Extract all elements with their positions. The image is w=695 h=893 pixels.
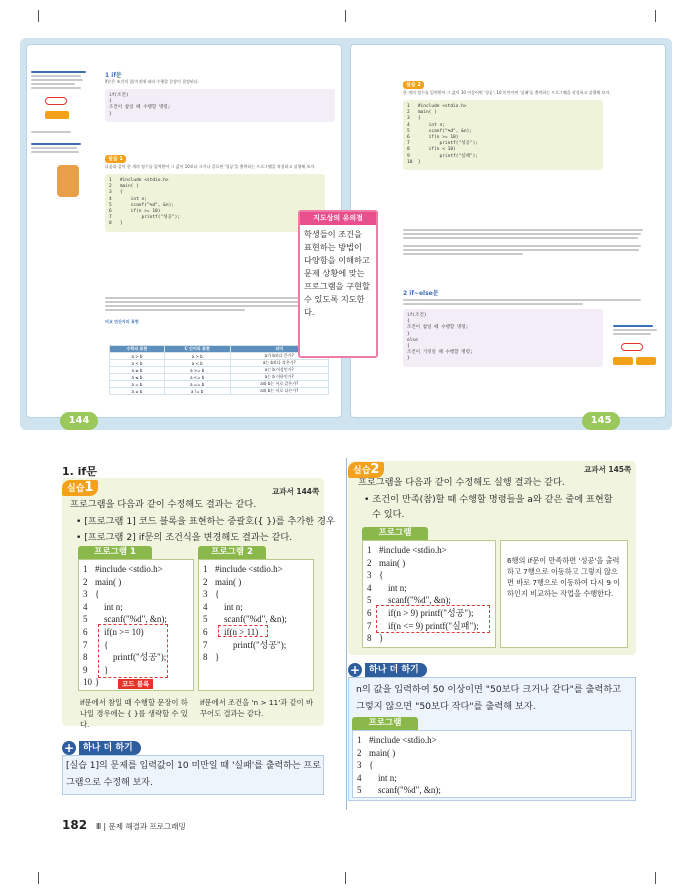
line-text: { <box>215 589 220 600</box>
right-syntax-line: { <box>407 344 410 350</box>
line-number: 6 <box>367 607 372 618</box>
right-syntax-line: if(조건) <box>407 313 427 318</box>
more2-text1: n의 값을 입력하여 50 이상이면 "50보다 크거나 같다"를 출력하고 <box>356 684 622 695</box>
page-number: 182 <box>62 818 88 832</box>
code-line <box>83 601 189 614</box>
left-if-section <box>105 73 335 122</box>
practice2-note: 6행의 if문이 만족하면 '성공'을 출력하고 7행으로 이동하고 그렇지 않으면 바로 7행으로 이동하여 다시 9 이하인지 비교하는 작업을 수행한다. <box>507 556 621 598</box>
line-number: 2 <box>367 557 372 568</box>
code-line <box>357 784 627 797</box>
line-number: 3 <box>203 589 208 600</box>
right-flowchart <box>613 323 661 365</box>
left-practice-label: 실습 1 <box>105 155 126 163</box>
line-number: 6 <box>83 626 88 637</box>
line-text: if(n > 9) printf("성공"); <box>379 607 474 618</box>
left-heading: 1 if문 <box>105 72 122 79</box>
line-text: if(n <= 9) printf("실패"); <box>379 620 479 631</box>
line-text: } <box>379 633 384 644</box>
crop-mark <box>345 872 346 884</box>
line-text: } <box>215 652 220 663</box>
line-number: 7 <box>367 620 372 631</box>
comparison-cell: a == b <box>164 381 230 388</box>
left-table-title: 비교 연산자의 표현 <box>105 319 139 324</box>
same-line-highlight <box>376 605 490 633</box>
more2-header <box>348 662 427 678</box>
right-practice <box>403 71 643 170</box>
line-text: int n; <box>379 582 407 593</box>
line-number: 1 <box>367 545 372 555</box>
comparison-cell: a와 b는 서로 같은가? <box>230 381 328 388</box>
code-line <box>367 557 491 570</box>
line-text: #include <stdio.h> <box>379 545 447 555</box>
comparison-cell: a ≥ b <box>110 367 165 374</box>
more1-text: [실습 1]의 문제를 입력값이 10 미만일 때 '실패'를 출력하는 프로그램으로 수정해 보자. <box>66 761 321 788</box>
textbook-page-left <box>26 44 342 418</box>
right-code-line: 9 printf("실패"); <box>407 153 479 159</box>
line-number: 4 <box>367 582 372 593</box>
practice1-badge-num: 1 <box>84 480 94 495</box>
line-text: { <box>369 760 374 771</box>
left-intro: if문은 조건의 참/거짓에 따라 수행할 문장이 결정된다. <box>105 79 199 84</box>
code-block-highlight <box>98 624 168 678</box>
condition-highlight <box>218 625 268 637</box>
comparison-cell: a > b <box>110 353 165 360</box>
more1-label: 하나 더 하기 <box>79 741 141 755</box>
code-line <box>367 569 491 582</box>
code-line <box>357 759 627 772</box>
line-text: main( ) <box>379 557 406 568</box>
right-syntax-line: 조건이 거짓일 때 수행할 명령; <box>407 350 473 356</box>
line-number: 4 <box>357 772 362 783</box>
more2-program-tab: 프로그램 <box>352 717 418 730</box>
comparison-row <box>110 353 329 360</box>
line-text: #include <stdio.h> <box>215 564 283 574</box>
line-number: 1 <box>203 564 208 574</box>
line-number: 10 <box>83 677 92 688</box>
line-number: 2 <box>357 747 362 758</box>
line-number: 3 <box>357 760 362 771</box>
more2-text2: 그렇지 않으면 "50보다 작다"를 출력해 보자. <box>356 701 536 712</box>
guide-text: 학생들이 조건을 표현하는 방법이 다양함을 이해하고 문제 상황에 맞는 프로그램을 구현할 수 있도록 지도한다. <box>304 229 370 317</box>
line-text: main( ) <box>215 576 242 587</box>
comparison-table <box>109 345 329 395</box>
practice1-badge-prefix: 실습 <box>67 484 85 494</box>
practice2-badge-prefix: 실습 <box>353 466 371 476</box>
comparison-row <box>110 381 329 388</box>
right-code-line: 6 if(n >= 10) <box>407 135 459 141</box>
left-syntax-box <box>105 89 335 122</box>
right-practice-label: 실습 2 <box>403 81 424 89</box>
left-practice <box>105 145 325 232</box>
line-text: { <box>95 639 109 650</box>
right-page-number: 145 <box>582 412 620 430</box>
right-body-text <box>403 227 648 257</box>
teaching-guide-callout <box>298 210 378 358</box>
column-divider <box>346 458 347 810</box>
line-number: 9 <box>83 664 88 675</box>
comparison-cell: a != b <box>164 388 230 395</box>
comparison-cell: a ≤ b <box>110 374 165 381</box>
comparison-cell: a와 b는 서로 다른가? <box>230 388 328 395</box>
line-text: if(n >= 10) <box>95 626 144 637</box>
code-line <box>203 601 309 614</box>
right-syntax-line: { <box>407 319 410 325</box>
line-text: int n; <box>95 601 123 612</box>
right-code-line: 7 printf("성공"); <box>407 141 479 147</box>
left-code-line: 4 int n; <box>109 196 147 202</box>
left-body-text <box>105 295 325 325</box>
textbook-page-right <box>350 44 666 418</box>
left-syntax-line: 조건이 참일 때 수행할 명령; <box>109 105 171 111</box>
code-line <box>367 582 491 595</box>
line-text: int n; <box>369 772 397 783</box>
right-syntax-line: } <box>407 356 410 362</box>
line-number: 2 <box>203 576 208 587</box>
code-line <box>83 563 189 576</box>
practice2-bullet1b: 수 있다. <box>372 509 405 520</box>
plus-icon: + <box>63 741 75 755</box>
code-line <box>83 576 189 589</box>
right-code-line: 10 } <box>407 159 421 165</box>
line-number: 5 <box>367 595 372 606</box>
line-number: 1 <box>357 735 362 745</box>
line-number: 6 <box>203 626 208 637</box>
line-text: scanf("%d", &n); <box>95 614 167 625</box>
comparison-cell: a는 b보다 작은가? <box>230 360 328 367</box>
right-practice-text: 한 개의 정수를 입력받아 그 값이 10 이상이면 '성공', 10 미만이면 '실패'를 출력하는 프로그램을 작성하고 실행해 보자. <box>403 90 611 95</box>
crop-mark <box>345 10 346 22</box>
code-line <box>367 632 491 645</box>
practice1-bullet1: • [프로그램 1] 코드 블록을 표현하는 중괄호({ })를 추가한 경우 <box>76 516 335 527</box>
comparison-cell: a < b <box>110 360 165 367</box>
crop-mark <box>38 872 39 884</box>
line-text: printf("성공"); <box>95 652 167 663</box>
code-line <box>203 563 309 576</box>
code-block-tag: 코드 블록 <box>118 679 153 689</box>
comparison-row <box>110 367 329 374</box>
line-text: #include <stdio.h> <box>369 735 437 745</box>
crop-mark <box>655 872 656 884</box>
practice1-reference: 교과서 144쪽 <box>272 487 320 496</box>
line-text: { <box>95 589 100 600</box>
line-number: 8 <box>203 652 208 663</box>
line-number: 3 <box>367 570 372 581</box>
left-code-line: 5 scanf("%d", &n); <box>109 202 175 208</box>
comparison-row <box>110 360 329 367</box>
left-page-number: 144 <box>60 412 98 430</box>
comparison-cell: a는 b 이하인가? <box>230 374 328 381</box>
right-code-line: 3 { <box>407 116 421 122</box>
plus-icon: + <box>349 663 361 677</box>
crop-mark <box>655 10 656 22</box>
right-syntax-box <box>403 309 603 367</box>
comparison-col-header: C 언어의 표현 <box>164 346 230 353</box>
right-syntax-line: 조건이 참일 때 수행할 명령; <box>407 325 469 331</box>
practice2-program-tab: 프로그램 <box>362 527 428 540</box>
practice2-note-box <box>500 540 628 648</box>
comparison-cell: a는 b 이상인가? <box>230 367 328 374</box>
more1-header <box>62 740 141 756</box>
right-code-line: 8 if(n < 10) <box>407 147 456 153</box>
line-text: main( ) <box>369 747 396 758</box>
left-syntax-line: } <box>109 111 112 117</box>
line-number: 8 <box>83 652 88 663</box>
section-title: 1. if문 <box>62 465 97 478</box>
code-line <box>203 639 309 652</box>
line-number: 7 <box>203 639 208 650</box>
right-code-line: 2 main( ) <box>407 110 437 116</box>
line-text: scanf("%d", &n); <box>215 614 287 625</box>
line-text: { <box>379 570 384 581</box>
comparison-cell: a >= b <box>164 367 230 374</box>
program1-tab: 프로그램 1 <box>78 546 152 559</box>
comparison-cell: a = b <box>110 381 165 388</box>
line-number: 1 <box>83 564 88 574</box>
line-number: 4 <box>83 601 88 612</box>
left-code-box <box>105 174 325 232</box>
comparison-col-header: 수학의 표현 <box>110 346 165 353</box>
code-line <box>203 588 309 601</box>
line-text: } <box>95 677 100 688</box>
left-code-line: 6 if(n >= 10) <box>109 209 161 215</box>
code-line <box>357 772 627 785</box>
comparison-cell: a > b <box>164 353 230 360</box>
line-text: scanf("%d", &n); <box>369 785 441 796</box>
line-number: 8 <box>367 633 372 644</box>
line-number: 4 <box>203 601 208 612</box>
practice1-badge <box>62 480 98 496</box>
comparison-row <box>110 374 329 381</box>
line-text: main( ) <box>95 576 122 587</box>
guide-title: 지도상의 유의점 <box>300 212 376 225</box>
line-text: scanf("%d", &n); <box>379 595 451 606</box>
more2-label: 하나 더 하기 <box>365 663 427 677</box>
code-line <box>83 588 189 601</box>
line-number: 7 <box>83 639 88 650</box>
right-code-box <box>403 100 603 170</box>
line-text: if(n > 11) <box>215 626 259 637</box>
left-syntax-line: if(조건) <box>109 93 129 98</box>
line-text: int n; <box>215 601 243 612</box>
left-code-line: 2 main( ) <box>109 184 139 190</box>
left-practice-text: 다음과 같이 한 개의 정수를 입력받아 그 값이 10보다 크거나 같으면 '성공'을 출력하는 프로그램을 작성하고 실행해 보자. <box>105 164 316 169</box>
comparison-cell: a < b <box>164 360 230 367</box>
line-number: 5 <box>357 785 362 796</box>
code-line <box>203 576 309 589</box>
right-syntax-line: } <box>407 331 410 337</box>
comparison-cell: a ≠ b <box>110 388 165 395</box>
textbook-spread <box>20 38 672 430</box>
program1-note: if문에서 참일 때 수행할 문장이 하나일 경우에는 { }를 생략할 수 있다. <box>80 698 188 729</box>
left-code-line: 7 printf("성공"); <box>109 215 181 221</box>
comparison-table-header <box>110 346 329 353</box>
practice1-bullet2: • [프로그램 2] if문의 조건식을 변경해도 결과는 같다. <box>76 532 293 543</box>
practice2-lead: 프로그램을 다음과 같이 수정해도 실행 결과는 같다. <box>358 477 565 488</box>
line-number: 2 <box>83 576 88 587</box>
practice1-lead: 프로그램을 다음과 같이 수정해도 결과는 같다. <box>70 499 257 510</box>
line-number: 3 <box>83 589 88 600</box>
program2-tab: 프로그램 2 <box>198 546 266 559</box>
left-syntax-line: { <box>109 99 112 105</box>
code-line <box>357 734 627 747</box>
more2-code <box>352 730 632 798</box>
code-line <box>357 747 627 760</box>
line-number: 5 <box>203 614 208 625</box>
left-code-line: 8 } <box>109 221 123 227</box>
comparison-col-header: 의미 <box>230 346 328 353</box>
comparison-cell: a가 b보다 큰가? <box>230 353 328 360</box>
comparison-cell: a <= b <box>164 374 230 381</box>
right-code-line: 4 int n; <box>407 122 445 128</box>
code-line <box>367 544 491 557</box>
line-text: printf("성공"); <box>215 639 287 650</box>
line-text: #include <stdio.h> <box>95 564 163 574</box>
line-text: } <box>95 664 109 675</box>
line-number: 5 <box>83 614 88 625</box>
practice2-reference: 교과서 145쪽 <box>584 465 632 474</box>
right-syntax-line: else <box>407 337 418 343</box>
chapter-title: Ⅲ | 문제 해결과 프로그래밍 <box>96 822 186 831</box>
right-code-line: 5 scanf("%d", &n); <box>407 128 473 134</box>
practice2-bullet1: • 조건이 만족(참)할 때 수행할 명령들을 a와 같은 줄에 표현할 <box>364 494 613 505</box>
left-code-line: 1 #include <stdio.h> <box>109 178 169 183</box>
code-line <box>203 651 309 664</box>
crop-mark <box>38 10 39 22</box>
right-heading: 2 if~else문 <box>403 290 439 297</box>
left-code-line: 3 { <box>109 190 123 196</box>
comparison-row <box>110 388 329 395</box>
practice2-badge-num: 2 <box>370 462 380 477</box>
program2-note: if문에서 조건을 'n > 11'과 같이 바꾸어도 결과는 같다. <box>200 698 314 718</box>
right-ifelse-section <box>403 291 648 367</box>
left-margin-notes <box>31 69 91 197</box>
right-code-line: 1 #include <stdio.h> <box>407 104 467 109</box>
